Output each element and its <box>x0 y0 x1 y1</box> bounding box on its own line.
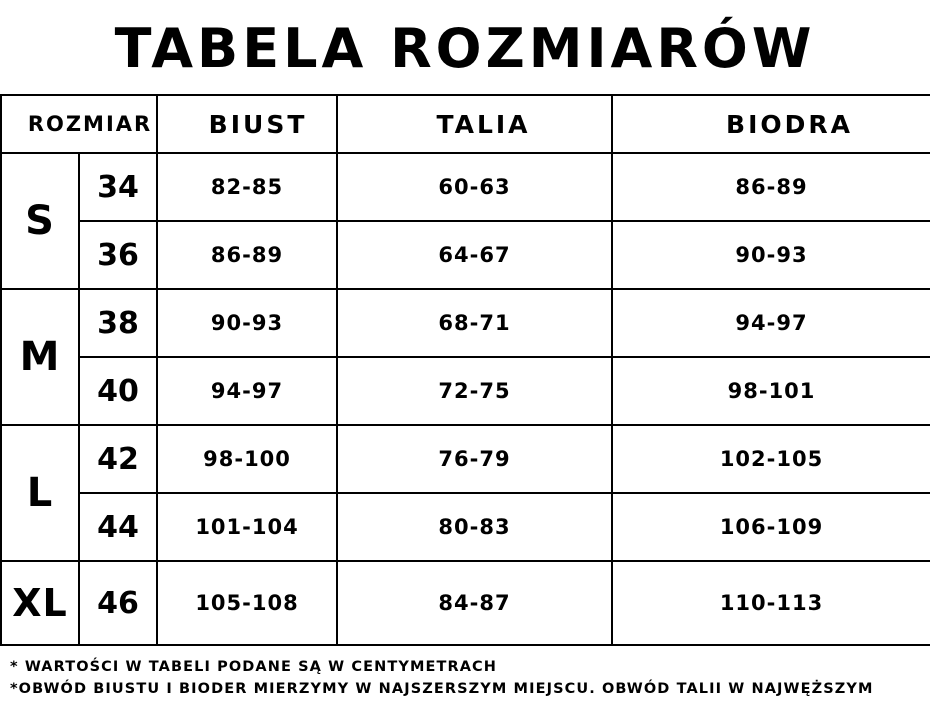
waist-value: 72-75 <box>337 357 612 425</box>
page-title: TABELA ROZMIARÓW <box>114 17 816 80</box>
table-row <box>1 289 930 357</box>
size-number-cell: 44 <box>79 493 157 561</box>
size-number-cell: 34 <box>79 153 157 221</box>
table-notes <box>0 656 930 701</box>
note-measurement: *OBWÓD BIUSTU I BIODER MIERZYMY W NAJSZERSZYM MIEJSCU. OBWÓD TALII W NAJWĘŻSZYM <box>10 681 874 698</box>
bust-value: 86-89 <box>157 221 337 289</box>
hips-value: 110-113 <box>612 561 930 645</box>
size-number-cell: 46 <box>79 561 157 645</box>
hips-value: 90-93 <box>612 221 930 289</box>
size-number-cell: 40 <box>79 357 157 425</box>
bust-value: 98-100 <box>157 425 337 493</box>
bust-value: 101-104 <box>157 493 337 561</box>
size-letter-cell: L <box>1 425 79 561</box>
waist-value: 64-67 <box>337 221 612 289</box>
size-letter-cell: M <box>1 289 79 425</box>
header-bust: BIUST <box>157 95 337 153</box>
waist-value: 68-71 <box>337 289 612 357</box>
size-chart-page <box>0 17 930 720</box>
table-row <box>1 357 930 425</box>
size-letter-cell: XL <box>1 561 79 645</box>
table-header-row <box>1 95 930 153</box>
table-row <box>1 493 930 561</box>
bust-value: 94-97 <box>157 357 337 425</box>
waist-value: 76-79 <box>337 425 612 493</box>
bust-value: 82-85 <box>157 153 337 221</box>
header-hips: BIODRA <box>612 95 930 153</box>
size-number-cell: 42 <box>79 425 157 493</box>
bust-value: 105-108 <box>157 561 337 645</box>
table-row <box>1 221 930 289</box>
waist-value: 84-87 <box>337 561 612 645</box>
table-row <box>1 425 930 493</box>
header-waist: TALIA <box>337 95 612 153</box>
note-units: * WARTOŚCI W TABELI PODANE SĄ W CENTYMETRACH <box>10 659 498 675</box>
bust-value: 90-93 <box>157 289 337 357</box>
header-size: ROZMIAR <box>1 95 157 153</box>
waist-value: 80-83 <box>337 493 612 561</box>
table-row <box>1 153 930 221</box>
hips-value: 106-109 <box>612 493 930 561</box>
hips-value: 102-105 <box>612 425 930 493</box>
table-row <box>1 561 930 645</box>
size-table <box>0 94 930 646</box>
size-letter-cell: S <box>1 153 79 289</box>
hips-value: 86-89 <box>612 153 930 221</box>
hips-value: 94-97 <box>612 289 930 357</box>
size-number-cell: 38 <box>79 289 157 357</box>
size-number-cell: 36 <box>79 221 157 289</box>
waist-value: 60-63 <box>337 153 612 221</box>
hips-value: 98-101 <box>612 357 930 425</box>
